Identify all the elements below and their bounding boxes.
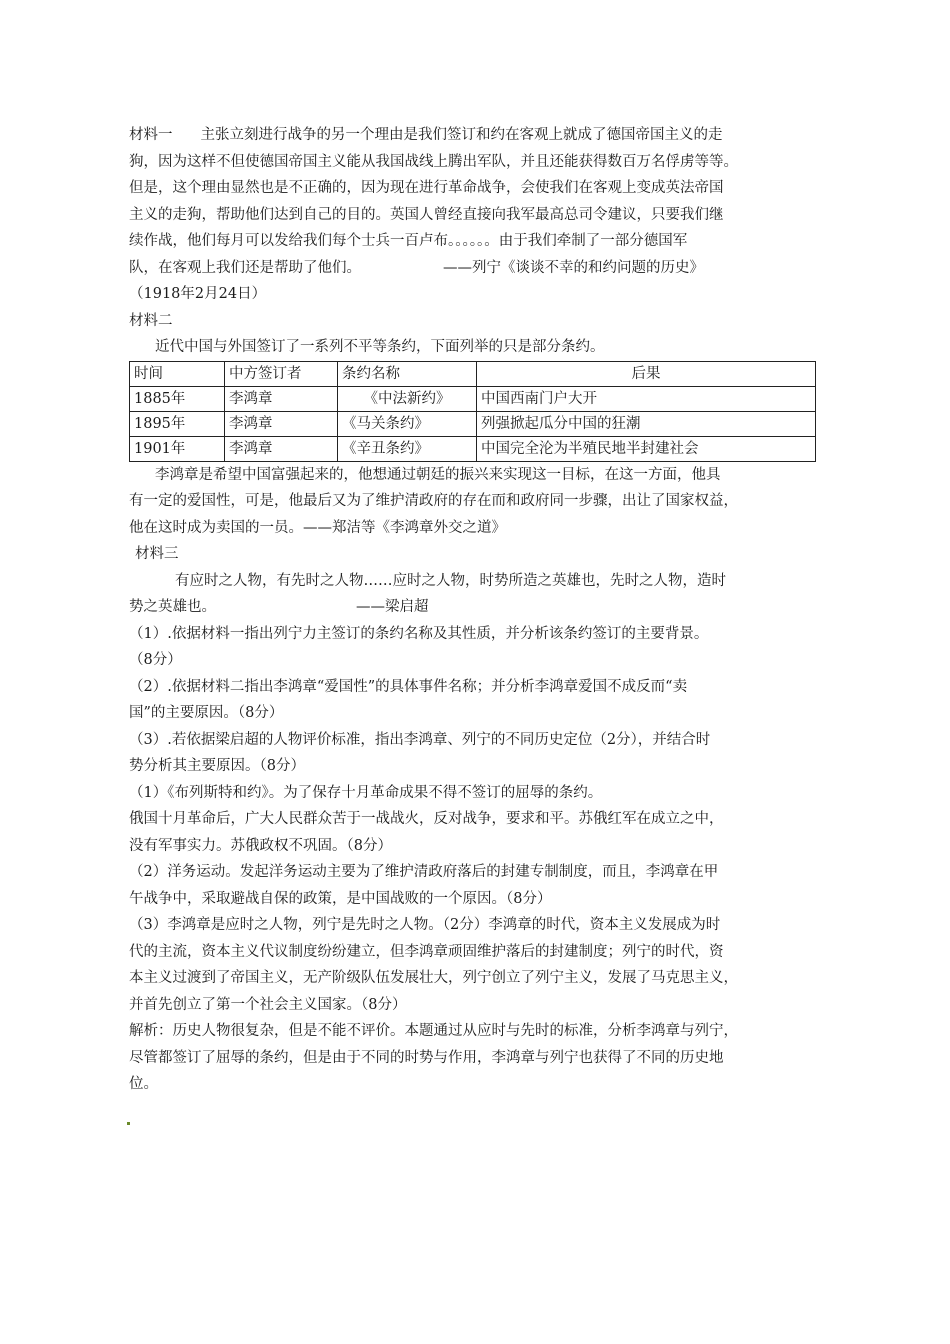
table-cell: 李鸿章 — [225, 411, 338, 436]
material-one-label: 材料一 — [129, 127, 173, 143]
material-three-line: 有应时之人物，有先时之人物……应时之人物，时势所造之英雄也，先时之人物，造时 — [175, 572, 726, 589]
analysis-line: 尽管都签订了屈辱的条约，但是由于不同的时势与作用，李鸿章与列宁也获得了不同的历史地 — [129, 1049, 724, 1066]
answer-line: 没有军事实力。苏俄政权不巩固。（8分） — [129, 837, 392, 854]
material-two-quote-line: 李鸿章是希望中国富强起来的，他想通过朝廷的振兴来实现这一目标，在这一方面，他具 — [155, 466, 721, 483]
material-one-line: 续作战，他们每月可以发给我们每个士兵一百卢布。。。。。。由于我们牵制了一部分德国军 — [129, 233, 688, 249]
document-body — [129, 122, 829, 1098]
answers — [129, 780, 829, 1098]
table-cell: 李鸿章 — [225, 436, 338, 461]
answer-line: （3）李鸿章是应时之人物，列宁是先时之人物。（2分）李鸿章的时代，资本主义发展成为时 — [129, 917, 721, 933]
table-cell: 1901年 — [130, 436, 225, 461]
table-cell: 《马关条约》 — [338, 411, 477, 436]
answer-line: 并首先创立了第一个社会主义国家。（8分） — [129, 996, 407, 1013]
answer-line: 午战争中，采取避战自保的政策，是中国战败的一个原因。（8分） — [129, 890, 552, 907]
table-cell: 1895年 — [130, 411, 225, 436]
table-cell: 《辛丑条约》 — [338, 436, 477, 461]
table-row — [130, 411, 816, 436]
question-line: 国”的主要原因。（8分） — [129, 705, 284, 721]
table-header: 条约名称 — [338, 361, 477, 386]
table-cell: 列强掀起瓜分中国的狂潮 — [477, 411, 816, 436]
answer-line: （1）《布列斯特和约》。为了保存十月革命成果不得不签订的屈辱的条约。 — [129, 784, 603, 801]
table-cell: 李鸿章 — [225, 386, 338, 411]
question-line: （3）.若依据梁启超的人物评价标准，指出李鸿章、列宁的不同历史定位（2分），并结合时 — [129, 731, 711, 748]
table-header: 中方签订者 — [225, 361, 338, 386]
material-one — [129, 122, 829, 308]
table-cell: 《中法新约》 — [338, 386, 477, 411]
analysis-line: 解析：历史人物很复杂，但是不能不评价。本题通过从应时与先时的标准，分析李鸿章与列宁， — [129, 1023, 738, 1039]
material-two-intro: 近代中国与外国签订了一系列不平等条约，下面列举的只是部分条约。 — [155, 339, 605, 355]
material-one-date: （1918年2月24日） — [129, 286, 267, 302]
material-three-line: 势之英雄也。 — [129, 599, 216, 615]
table-cell: 中国西南门户大开 — [477, 386, 816, 411]
table-cell: 中国完全沦为半殖民地半封建社会 — [477, 436, 816, 461]
question-line: （2）.依据材料二指出李鸿章“爱国性”的具体事件名称；并分析李鸿章爱国不成反而“卖 — [129, 678, 688, 695]
answer-line: （2）洋务运动。发起洋务运动主要为了维护清政府落后的封建专制制度，而且，李鸿章在甲 — [129, 864, 719, 880]
material-one-line: 但是，这个理由显然也是不正确的，因为现在进行革命战争，会使我们在客观上变成英法帝国 — [129, 180, 724, 196]
question-line: （8分） — [129, 652, 182, 668]
table-row — [130, 386, 816, 411]
material-three — [129, 541, 829, 621]
table-cell: 1885年 — [130, 386, 225, 411]
material-one-line: 主张立刻进行战争的另一个理由是我们签订和约在客观上就成了德国帝国主义的走 — [200, 127, 723, 143]
question-line: 势分析其主要原因。（8分） — [129, 758, 305, 774]
table-header: 后果 — [477, 361, 816, 386]
material-two-quote-line: 有一定的爱国性，可是，他最后又为了维护清政府的存在而和政府同一步骤，出让了国家权益， — [129, 493, 738, 509]
table-row — [130, 436, 816, 461]
material-two-quote-line: 他在这时成为卖国的一员。——郑洁等《李鸿章外交之道》 — [129, 519, 506, 536]
material-one-line: 队，在客观上我们还是帮助了他们。 — [129, 259, 361, 276]
material-one-line: 主义的走狗，帮助他们达到自己的目的。英国人曾经直接向我军最高总司令建议，只要我们继 — [129, 206, 724, 223]
questions — [129, 621, 829, 780]
table-header-row — [130, 361, 816, 386]
material-three-label: 材料三 — [135, 546, 179, 562]
analysis-line: 位。 — [129, 1076, 158, 1092]
answer-line: 俄国十月革命后，广大人民群众苦于一战战火，反对战争，要求和平。苏俄红军在成立之中， — [129, 811, 724, 827]
question-line: （1）.依据材料一指出列宁力主签订的条约名称及其性质，并分析该条约签订的主要背景。 — [129, 625, 709, 642]
treaty-table — [129, 361, 816, 462]
stray-mark — [127, 1122, 130, 1125]
table-header: 时间 — [130, 361, 225, 386]
answer-line: 代的主流，资本主义代议制度纷纷建立，但李鸿章顽固维护落后的封建制度；列宁的时代，资 — [129, 943, 724, 960]
answer-line: 本主义过渡到了帝国主义，无产阶级队伍发展壮大，列宁创立了列宁主义，发展了马克思主义， — [129, 970, 738, 986]
material-one-source: ——列宁《谈谈不幸的和约问题的历史》 — [443, 259, 704, 276]
material-three-source: ——梁启超 — [356, 599, 429, 615]
material-two-label: 材料二 — [129, 312, 173, 329]
material-two — [129, 308, 829, 542]
material-one-line: 狗，因为这样不但使德国帝国主义能从我国战线上腾出军队，并且还能获得数百万名俘虏等等。 — [129, 153, 738, 170]
